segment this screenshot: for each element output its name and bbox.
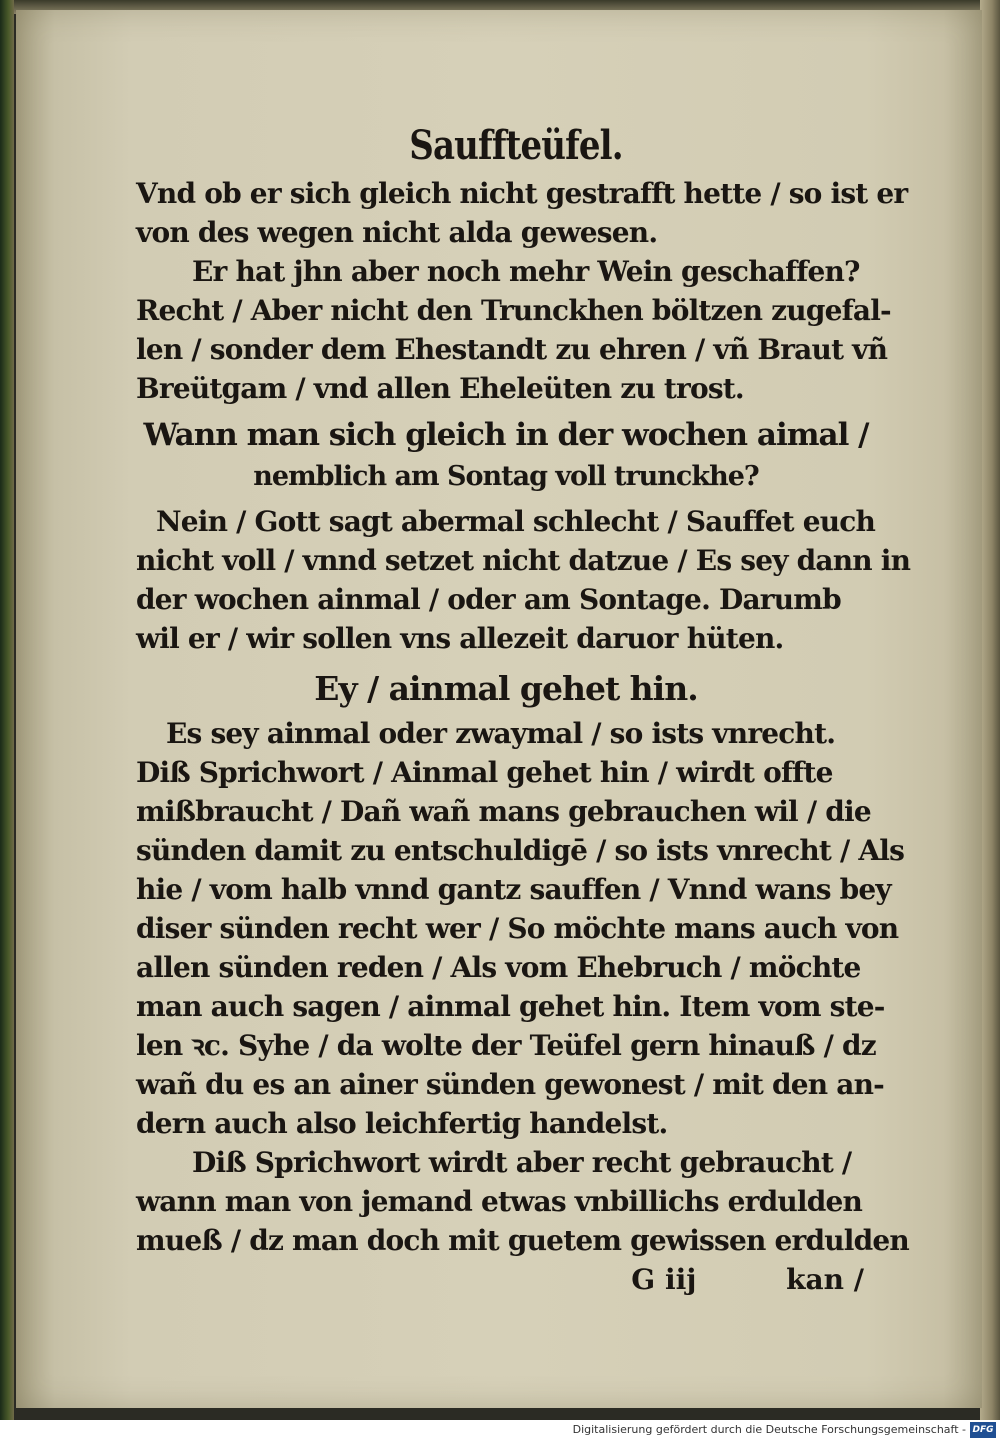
- text-line: der wochen ainmal / oder am Sontage. Darumb: [136, 583, 841, 616]
- running-header: Sauffteüfel.: [409, 122, 623, 169]
- text-line: nicht voll / vnnd setzet nicht datzue / Es sey dann in: [136, 544, 911, 577]
- text-line: man auch sagen / ainmal gehet hin. Item vom ste-: [136, 990, 885, 1023]
- text-line: len / sonder dem Ehestandt zu ehren / vñ Braut vñ: [136, 333, 888, 366]
- section-heading-2: [136, 666, 876, 712]
- paragraph-3: [136, 502, 911, 658]
- paragraph-2: [136, 252, 891, 408]
- paragraph-5: [136, 1143, 909, 1260]
- text-line: dern auch also leichfertig handelst.: [136, 1107, 668, 1140]
- text-line: Vnd ob er sich gleich nicht gestrafft hette / so ist er: [136, 177, 908, 210]
- dfg-logo: DFG: [970, 1422, 996, 1438]
- text-line: wann man von jemand etwas vnbillichs erdulden: [136, 1185, 863, 1218]
- text-line: von des wegen nicht alda gewesen.: [136, 216, 658, 249]
- book-page: [16, 10, 982, 1408]
- heading-line: Ey / ainmal gehet hin.: [314, 669, 698, 708]
- text-line: diser sünden recht wer / So möchte mans auch von: [136, 912, 899, 945]
- page-text-block: [136, 118, 911, 1299]
- text-line: wil er / wir sollen vns allezeit daruor hüten.: [136, 622, 784, 655]
- text-line: Breütgam / vnd allen Eheleüten zu trost.: [136, 372, 744, 405]
- text-line: Es sey ainmal oder zwaymal / so ists vnrecht.: [166, 717, 836, 750]
- digitization-footer: [0, 1420, 1000, 1441]
- text-line: sünden damit zu entschuldigē / so ists vnrecht / Als: [136, 834, 905, 867]
- text-line: mißbraucht / Dañ wañ mans gebrauchen wil / die: [136, 795, 871, 828]
- text-line: hie / vom halb vnnd gantz sauffen / Vnnd wans bey: [136, 873, 891, 906]
- scanner-edge-right: [980, 0, 1000, 1420]
- text-line: mueß / dz man doch mit guetem gewissen erdulden: [136, 1224, 909, 1257]
- scanner-edge-left: [0, 0, 14, 1420]
- text-line: Diß Sprichwort / Ainmal gehet hin / wirdt offte: [136, 756, 833, 789]
- section-heading-1: [136, 414, 876, 498]
- text-line: Diß Sprichwort wirdt aber recht gebraucht /: [192, 1146, 852, 1179]
- signature-line: [136, 1260, 876, 1299]
- text-line: Er hat jhn aber noch mehr Wein geschaffen?: [192, 255, 860, 288]
- signature-mark: G iij: [631, 1263, 697, 1296]
- text-line: allen sünden reden / Als vom Ehebruch / möchte: [136, 951, 861, 984]
- funding-credit: Digitalisierung gefördert durch die Deutsche Forschungsgemeinschaft -: [572, 1423, 966, 1436]
- catchword: kan /: [786, 1263, 864, 1296]
- text-line: len ꝛc. Syhe / da wolte der Teüfel gern hinauß / dz: [136, 1029, 876, 1062]
- text-line: Recht / Aber nicht den Trunckhen böltzen zugefal-: [136, 294, 891, 327]
- heading-line: Wann man sich gleich in der wochen aimal /: [143, 417, 869, 453]
- paragraph-1: [136, 174, 908, 252]
- text-line: wañ du es an ainer sünden gewonest / mit den an-: [136, 1068, 884, 1101]
- paragraph-4: [136, 714, 905, 1143]
- heading-line: nemblich am Sontag voll trunckhe?: [253, 461, 759, 492]
- text-line: Nein / Gott sagt abermal schlecht / Sauffet euch: [156, 505, 876, 538]
